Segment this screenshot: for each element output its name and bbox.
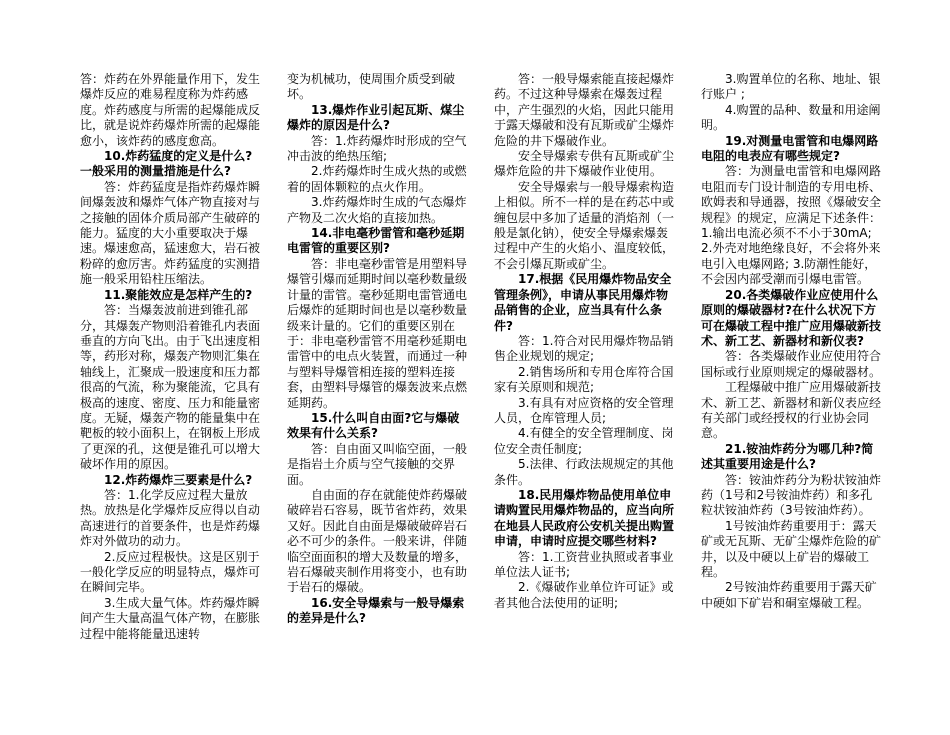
question-heading: 16.安全导爆索与一般导爆索的差异是什么? xyxy=(287,595,465,626)
question-heading: 12.炸药爆炸三要素是什么? xyxy=(104,472,253,487)
column-2 xyxy=(287,72,467,627)
column-4 xyxy=(701,72,881,611)
column-3 xyxy=(494,72,674,611)
paragraph: 3.有具有对应资格的安全管理人员，仓库管理人员; xyxy=(494,395,674,425)
question-heading: 14.非电毫秒雷管和毫秒延期电雷管的重要区别? xyxy=(287,226,465,256)
paragraph: 答：当爆轰波前进到锥孔部分，其爆轰产物则沿着锥孔内表面垂直的方向飞出。由于飞出速度相等，药形对称，爆轰产物则汇集在轴线上，汇聚成一股速度和压力都很高的气流，称为聚能流，它具有极高的速度、密度、压力和能量密度。无疑，爆轰产物的能量集中在靶板的较小面积上，在钢板上形成了更深的孔，这便是锥孔可以增大破坏作用的原因。 xyxy=(80,303,261,472)
question-heading: 20.各类爆破作业应使用什么原则的爆破器材?在什么状况下方可在爆破工程中推广应用爆破新技术、新工艺、新器材和新仪表? xyxy=(701,287,882,348)
paragraph: 答：自由面又叫临空面，一般是指岩土介质与空气接触的交界面。 xyxy=(287,441,468,487)
paragraph: 答：1.符合对民用爆炸物品销售企业规划的规定; xyxy=(494,333,674,364)
column-1 xyxy=(80,72,260,642)
paragraph: 自由面的存在就能使炸药爆破破碎岩石容易，既节省炸药，效果又好。因此自由面是爆破破碎岩石必不可少的条件。一般来讲，伴随临空面面积的增大及数量的增多，岩石爆破夹制作用将变小，也有助于岩石的爆破。 xyxy=(287,487,468,595)
paragraph: 安全导爆索与一般导爆索构造上相似。所不一样的是在药芯中或缠包层中多加了适量的消焰剂（一般是氯化钠），使安全导爆索爆轰过程中产生的火焰小、温度较低，不会引爆瓦斯或矿尘。 xyxy=(494,179,675,271)
paragraph: 工程爆破中推广应用爆破新技术、新工艺、新器材和新仪表应经有关部门或经授权的行业协会同意。 xyxy=(701,380,882,441)
paragraph: 2号铵油炸药重要用于露天矿中硬如下矿岩和硐室爆破工程。 xyxy=(701,580,877,610)
paragraph: 4.有健全的安全管理制度、岗位安全责任制度; xyxy=(494,426,674,456)
paragraph: 2.反应过程极快。这是区别于一般化学反应的明显特点，爆炸可在瞬间完毕。 xyxy=(80,549,261,595)
paragraph: 答：一般导爆索能直接起爆炸药。不过这种导爆索在爆轰过程中，产生强烈的火焰，因此只能用于露天爆破和没有瓦斯或矿尘爆炸危险的井下爆破作业。 xyxy=(494,72,675,148)
question-heading: 19.对测量电雷管和电爆网路电阻的电表应有哪些规定? xyxy=(701,133,879,164)
question-heading: 17.根据《民用爆炸物品安全管理条例》，申请从事民用爆炸物品销售的企业，应当具有什么条件? xyxy=(494,272,672,333)
paragraph: 答：炸药猛度是指炸药爆炸瞬间爆轰波和爆炸气体产物直接对与之接触的固体介质局部产生破碎的能力。猛度的大小重要取决于爆速。爆速愈高，猛速愈大，岩石被粉碎的愈厉害。炸药猛度的实测措施一般采用铅柱压缩法。 xyxy=(80,179,261,287)
paragraph: 3.购置单位的名称、地址、银行账户 ; xyxy=(701,72,881,102)
question-heading: 13.爆炸作业引起瓦斯、煤尘爆炸的原因是什么? xyxy=(287,102,465,133)
paragraph: 安全导爆索专供有瓦斯或矿尘爆炸危险的井下爆破作业使用。 xyxy=(494,149,675,179)
paragraph: 答：炸药在外界能量作用下，发生爆炸反应的难易程度称为炸药感度。炸药感度与所需的起爆能成反比，就是说炸药爆炸所需的起爆能愈小，该炸药的感度愈高。 xyxy=(80,72,261,148)
paragraph: 5.法律、行政法规规定的其他条件。 xyxy=(494,457,674,487)
paragraph: 答：铵油炸药分为粉状铵油炸药（1号和2号铵油炸药）和多孔粒状铵油炸药（3号铵油炸药）。 xyxy=(701,472,882,518)
paragraph: 2.《爆破作业单位许可证》或者其他合法使用的证明; xyxy=(494,580,674,610)
paragraph: 1号铵油炸药重要用于：露天矿或无瓦斯、无矿尘爆炸危险的矿井，以及中硬以上矿岩的爆破工程。 xyxy=(701,518,882,579)
paragraph: 变为机械功，使周围介质受到破坏。 xyxy=(287,72,456,102)
paragraph: 答：各类爆破作业应使用符合国标或行业原则规定的爆破器材。 xyxy=(701,349,882,379)
question-heading: 15.什么叫自由面?它与爆破效果有什么关系? xyxy=(287,410,460,441)
question-heading: 10.炸药猛度的定义是什么?一般采用的测量措施是什么? xyxy=(80,149,253,179)
paragraph: 答：1.工资营业执照或者事业单位法人证书; xyxy=(494,549,674,579)
paragraph: 答：1.炸药爆炸时形成的空气冲击波的绝热压缩; xyxy=(287,133,467,164)
paragraph: 答：非电毫秒雷管是用塑料导爆管引爆而延期时间以毫秒数量级计量的雷管。毫秒延期电雷管通电后爆炸的延期时间也是以毫秒数量级来计量的。它们的重要区别在于：非电毫秒雷管不用毫秒延期电雷管中的电点火装置，而通过一种与塑料导爆管相连接的塑料连接套，由塑料导爆管的爆轰波来点燃延期药。 xyxy=(287,256,468,410)
question-heading: 21.铵油炸药分为哪几种?简述其重要用途是什么? xyxy=(701,441,874,472)
question-heading: 11.聚能效应是怎样产生的? xyxy=(104,287,253,302)
question-heading: 18.民用爆炸物品使用单位申请购置民用爆炸物品的，应当向所在地县人民政府公安机关提出购置申请，申请时应提交哪些材料? xyxy=(494,487,675,549)
paragraph: 2.炸药爆炸时生成火热的或燃着的固体颗粒的点火作用。 xyxy=(287,164,467,194)
paragraph: 答：1.化学反应过程大量放热。放热是化学爆炸反应得以自动高速进行的首要条件，也是炸药爆炸对外做功的动力。 xyxy=(80,487,261,549)
paragraph: 3.生成大量气体。炸药爆炸瞬间产生大量高温气体产物，在膨胀过程中能将能量迅速转 xyxy=(80,595,261,641)
paragraph: 3.炸药爆炸时生成的气态爆炸产物及二次火焰的直接加热。 xyxy=(287,195,467,225)
paragraph: 答：为测量电雷管和电爆网路电阻而专门设计制造的专用电桥、欧姆表和导通器，按照《爆破安全规程》的规定，应满足下述条件：1.输出电流必须不不小于30mA; 2.外壳对地绝缘良好，不会将外来电引入电爆网路; 3.防潮性能好，不会因内部受潮而引爆电雷管。 xyxy=(701,164,882,287)
paragraph: 2.销售场所和专用仓库符合国家有关原则和规范; xyxy=(494,364,674,395)
paragraph: 4.购置的品种、数量和用途阐明。 xyxy=(701,102,881,133)
